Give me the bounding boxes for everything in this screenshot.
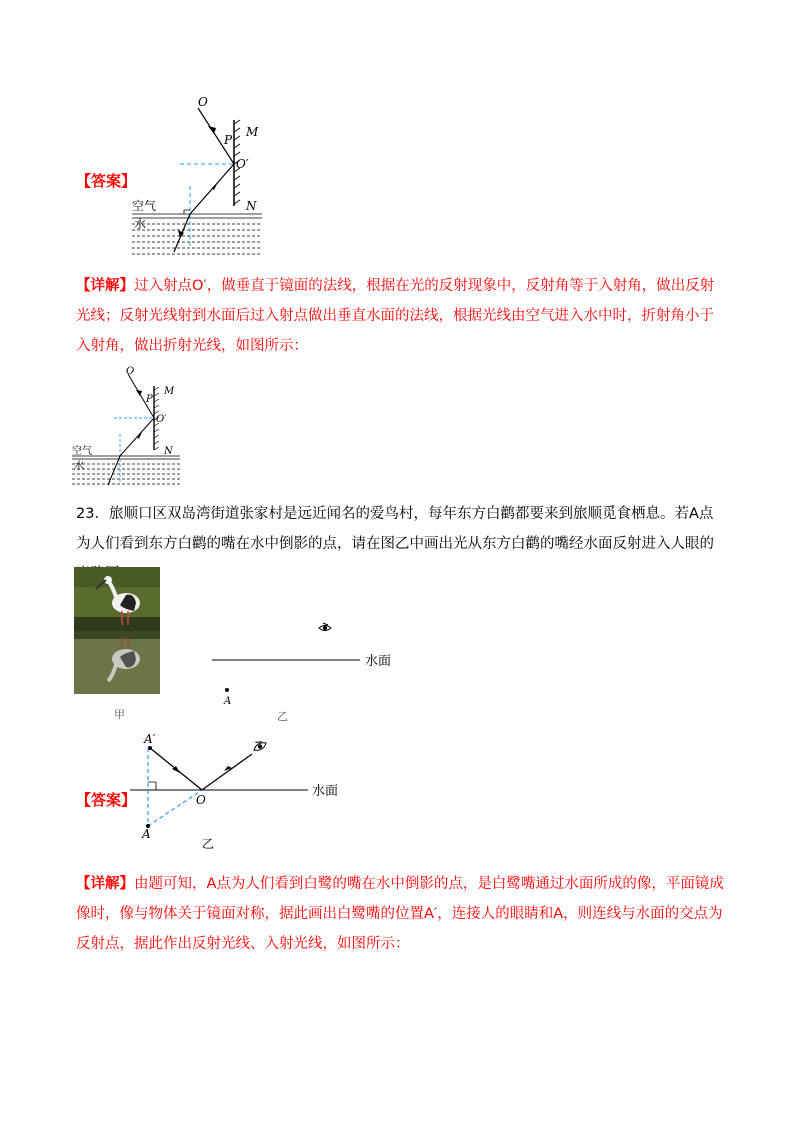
- label-yi: 乙: [277, 710, 288, 722]
- label-O: O: [196, 793, 206, 807]
- question-23: 23．旅顺口区双岛湾街道张家村是远近闻名的爱鸟村，每年东方白鹳都要来到旅顺觅食栖息。若A点为人们看到东方白鹳的嘴在水中倒影的点，请在图乙中画出光从东方白鹳的嘴经水面反射进入人眼的: [76, 506, 714, 552]
- label-O-prime: O′: [236, 157, 249, 171]
- label-A-prime: A′: [144, 732, 156, 746]
- detail-text-1: 过入射点O′，做垂直于镜面的法线，根据在光的反射现象中，反射角等于入射角，做出反射光线；反射光线射到水面后过入射点做出垂直水面的法线，根据光线由空气进入水中时，折射角小于入射角，做出折射光线，如图所示：: [76, 278, 715, 354]
- reflected-ray: [202, 754, 252, 790]
- detail-label-2: 【详解】: [76, 876, 134, 892]
- svg-text:O′: O′: [156, 414, 167, 425]
- eye-icon: [251, 738, 268, 753]
- label-O: O: [198, 95, 208, 109]
- label-water: 水: [134, 217, 147, 231]
- question-figure-yi: [205, 612, 405, 722]
- label-A: A: [142, 827, 151, 841]
- label-M: M: [246, 125, 259, 139]
- svg-text:水: 水: [74, 461, 84, 472]
- detail-paragraph-2: [76, 869, 726, 959]
- water-region: [132, 214, 262, 254]
- water-surface-label: 水面: [312, 784, 339, 799]
- detail-paragraph-1: [76, 271, 726, 361]
- point-A: [225, 688, 229, 692]
- svg-text:P: P: [146, 394, 153, 405]
- stork-photo: [74, 567, 160, 694]
- svg-text:N: N: [164, 446, 173, 457]
- answer-figure-yi: [128, 726, 358, 856]
- detail-text-2: 由题可知，A点为人们看到白鹭的嘴在水中倒影的点，是白鹭嘴通过水面所成的像，平面镜成像时，像与物体关于镜面对称，据此画出白鹭嘴的位置A′，连接人的眼睛和A，则连线与水面的交点为反射点，据此作出反射光线、入射光线，如图所示：: [76, 876, 724, 952]
- label-P: P: [224, 133, 233, 147]
- answer-label-2: 【答案】: [76, 791, 137, 809]
- label-jia: 甲: [114, 708, 125, 721]
- label-yi: 乙: [202, 837, 215, 851]
- label-N: N: [246, 199, 257, 213]
- water-surface-label: 水面: [365, 654, 392, 669]
- label-air: 空气: [132, 199, 157, 213]
- answer-label-1: 【答案】: [76, 172, 137, 190]
- svg-text:O: O: [126, 366, 135, 377]
- optics-figure-2: [70, 364, 190, 486]
- detail-label-1: 【详解】: [76, 278, 134, 294]
- optics-figure-1: [128, 90, 278, 260]
- svg-text:空气: 空气: [72, 446, 92, 457]
- svg-text:M: M: [164, 386, 175, 397]
- eye-icon: [319, 623, 331, 631]
- svg-text:A: A: [224, 696, 232, 707]
- reflected-ray: [190, 164, 234, 214]
